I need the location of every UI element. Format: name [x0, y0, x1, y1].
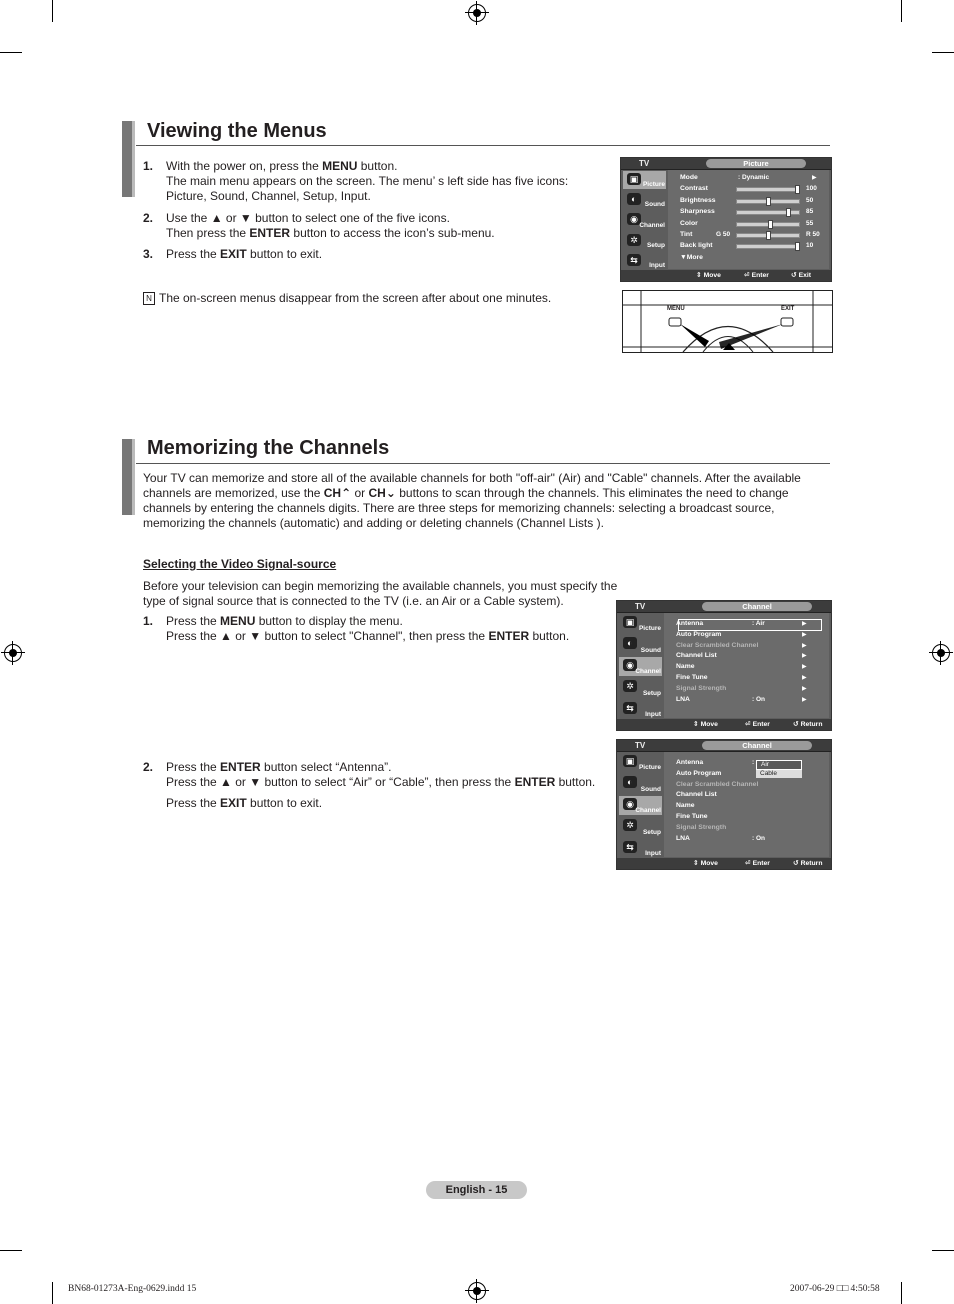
page-number: English - 15 — [426, 1181, 527, 1199]
osd-sidebar-label: Setup — [646, 241, 665, 249]
bold-keyword: ENTER — [488, 629, 530, 643]
osd-tv-label: TV — [639, 159, 650, 168]
file-slug: BN68-01273A-Eng-0629.indd 15 — [68, 1284, 197, 1294]
osd-row-contrast[interactable]: Contrast — [680, 185, 708, 193]
osd-row--more[interactable]: ▼More — [680, 253, 703, 261]
picture-icon: ▣ — [623, 616, 637, 628]
osd-exit-hint: ↺ Return — [793, 860, 823, 867]
osd-footer-bar — [617, 858, 831, 869]
osd-sidebar-label: Picture — [638, 764, 661, 772]
text-line: Use the ▲ or ▼ button to select one of the five icons. — [166, 211, 450, 225]
section-title: Viewing the Menus — [147, 120, 327, 142]
osd-row-name[interactable]: Name — [676, 802, 695, 810]
osd-menu-title: Picture — [706, 159, 806, 168]
note-icon: N — [143, 292, 155, 305]
osd-row-value: 100 — [806, 185, 817, 193]
osd-antenna-dropdown[interactable] — [756, 760, 802, 778]
text-line: The main menu appears on the screen. The menu’ s left side has five icons: — [166, 174, 569, 188]
osd-enter-hint: ⏎ Enter — [745, 860, 770, 867]
registration-mark-icon — [468, 4, 486, 22]
text-line: With the power on, press the MENU button. — [166, 159, 398, 173]
osd-sidebar-label: Setup — [642, 828, 661, 836]
osd-sidebar — [619, 613, 662, 718]
arrow-right-icon: ▶ — [802, 685, 807, 692]
text-line: Press the ▲ or ▼ button to select "Channel", then press the ENTER button. — [166, 629, 570, 643]
sound-icon: ◐ — [623, 776, 637, 788]
osd-sidebar-item-input[interactable] — [619, 839, 662, 858]
registration-mark-icon — [4, 644, 22, 662]
osd-header-bar — [617, 601, 831, 613]
input-icon: ⇆ — [623, 841, 637, 853]
osd-row-signal-strength[interactable]: Signal Strength — [676, 823, 727, 831]
bold-keyword: EXIT — [220, 796, 247, 810]
arrow-right-icon: ▶ — [812, 175, 817, 181]
menu-button-label: MENU — [667, 306, 685, 312]
arrow-right-icon: ▶ — [802, 664, 807, 671]
section-bar — [122, 439, 135, 515]
osd-row-antenna[interactable]: Antenna — [676, 759, 704, 766]
osd-sidebar-label: Input — [649, 261, 665, 269]
section-title: Memorizing the Channels — [147, 437, 390, 459]
osd-row-color[interactable]: Color — [680, 219, 698, 227]
text-line: Picture, Sound, Channel, Setup, Input. — [166, 189, 371, 203]
osd-row-mode[interactable]: Mode — [680, 174, 698, 181]
osd-row-antenna[interactable]: Antenna — [676, 620, 704, 627]
osd-sidebar-item-input[interactable] — [619, 700, 662, 719]
step-number: 1. — [143, 159, 154, 173]
sound-icon: ◐ — [627, 193, 641, 205]
osd-slider-knob[interactable] — [768, 220, 773, 229]
subheading: Selecting the Video Signal-source — [143, 557, 337, 571]
osd-row-value: 55 — [806, 219, 814, 227]
bold-keyword: ENTER — [249, 226, 291, 240]
osd-sidebar-label: Input — [645, 710, 661, 718]
osd-header-bar — [621, 158, 831, 170]
arrow-right-icon: ▶ — [802, 642, 807, 649]
osd-row-fine-tune[interactable]: Fine Tune — [676, 813, 708, 820]
osd-menu-title: Channel — [702, 602, 812, 611]
osd-panel — [668, 170, 829, 269]
step-number: 2. — [143, 211, 154, 225]
setup-icon: ✲ — [623, 680, 637, 692]
osd-row-channel-list[interactable]: Channel List — [676, 791, 717, 799]
osd-header-bar — [617, 740, 831, 752]
text-line: Then press the ENTER button to access the icon’s sub-menu. — [166, 226, 495, 240]
osd-sidebar-label: Sound — [640, 785, 661, 793]
osd-row-clear-scrambled-channel[interactable]: Clear Scrambled Channel — [676, 780, 759, 788]
osd-row-tint[interactable]: Tint — [680, 231, 693, 238]
osd-sidebar-label: Setup — [642, 689, 661, 697]
osd-row-lna[interactable]: LNA — [676, 695, 690, 703]
text-line: Press the EXIT button to exit. — [166, 796, 323, 810]
osd-sidebar-item-sound[interactable] — [623, 191, 666, 209]
osd-row-channel-list[interactable]: Channel List — [676, 652, 717, 660]
osd-row-left-value: G 50 — [716, 231, 731, 238]
osd-row-auto-program[interactable]: Auto Program — [676, 630, 722, 638]
osd-row-clear-scrambled-channel[interactable]: Clear Scrambled Channel — [676, 641, 759, 649]
text-line: memorizing the channels (automatic) and adding or deleting channels (Channel Lists ). — [143, 516, 604, 530]
bold-keyword: ENTER — [514, 775, 556, 789]
osd-exit-hint: ↺ Exit — [791, 272, 812, 279]
osd-row-back-light[interactable]: Back light — [680, 242, 713, 250]
osd-sidebar-item-channel[interactable] — [619, 796, 662, 815]
step-number: 1. — [143, 614, 154, 628]
osd-move-hint: ⇕ Move — [693, 860, 718, 867]
section-bar — [122, 121, 135, 197]
osd-sidebar-item-channel[interactable] — [623, 211, 666, 229]
osd-row-lna[interactable]: LNA — [676, 834, 690, 842]
registration-mark-icon — [932, 644, 950, 662]
osd-sidebar-item-picture[interactable] — [619, 753, 662, 772]
osd-row-fine-tune[interactable]: Fine Tune — [676, 674, 708, 681]
bold-keyword: MENU — [322, 159, 358, 173]
osd-slider-knob[interactable] — [766, 231, 771, 240]
osd-slider-track — [736, 244, 800, 249]
osd-sidebar-label: Channel — [639, 221, 665, 229]
exit-button-label: EXIT — [781, 306, 795, 312]
osd-row-name[interactable]: Name — [676, 663, 695, 671]
bold-keyword: EXIT — [220, 247, 247, 261]
osd-row-value: R 50 — [806, 231, 820, 238]
channel-icon: ◉ — [623, 659, 637, 671]
arrow-right-icon: ▶ — [802, 621, 807, 627]
osd-picture-menu — [620, 157, 832, 282]
setup-icon: ✲ — [627, 234, 641, 246]
input-icon: ⇆ — [623, 702, 637, 714]
note-text: The on-screen menus disappear from the screen after about one minutes. — [159, 291, 552, 305]
text-line: Before your television can begin memorizing the available channels, you must specify the — [143, 579, 618, 593]
arrow-right-icon: ▶ — [802, 631, 807, 638]
date-slug: 2007-06-29 □□ 4:50:58 — [790, 1284, 880, 1294]
text-line: Your TV can memorize and store all of the available channels for both "off-air" (Air) and "Cable" channels. After the available — [143, 471, 801, 485]
osd-sidebar-label: Input — [645, 849, 661, 857]
osd-sidebar-item-sound[interactable] — [619, 635, 662, 654]
arrow-right-icon: ▶ — [802, 675, 807, 681]
osd-sidebar-item-input[interactable] — [623, 252, 666, 270]
osd-selection-highlight — [678, 619, 822, 631]
osd-tv-label: TV — [635, 741, 646, 750]
osd-sidebar-label: Sound — [640, 646, 661, 654]
channel-icon: ◉ — [627, 213, 641, 225]
osd-row-brightness[interactable]: Brightness — [680, 196, 716, 204]
osd-slider-knob[interactable] — [766, 197, 771, 206]
step-number: 2. — [143, 760, 154, 774]
osd-sidebar-item-setup[interactable] — [619, 817, 662, 836]
osd-row-value: : On — [752, 834, 765, 842]
osd-row-value: 10 — [806, 242, 814, 250]
registration-mark-icon — [468, 1282, 486, 1300]
osd-sidebar — [623, 170, 666, 269]
osd-enter-hint: ⏎ Enter — [745, 721, 770, 728]
osd-sidebar-label: Channel — [635, 668, 661, 676]
osd-row-value: : Air — [752, 620, 765, 627]
osd-panel — [664, 613, 829, 718]
osd-row-auto-program[interactable]: Auto Program — [676, 769, 722, 777]
section-rule — [136, 145, 830, 146]
text-line: channels are memorized, use the CH⌃ or CH⌄ buttons to scan through the channels. This eliminates the need to change — [143, 486, 789, 500]
dropdown-option-cable[interactable]: Cable — [760, 770, 777, 777]
arrow-right-icon: ▶ — [802, 696, 807, 703]
osd-sidebar-label: Picture — [638, 625, 661, 633]
sound-icon: ◐ — [623, 637, 637, 649]
osd-row-signal-strength[interactable]: Signal Strength — [676, 684, 727, 692]
osd-footer-bar — [617, 719, 831, 730]
setup-icon: ✲ — [623, 819, 637, 831]
arrow-right-icon: ▶ — [802, 653, 807, 660]
remote-control-illustration — [622, 290, 833, 353]
osd-row-value: : On — [752, 695, 765, 703]
bold-keyword: MENU — [220, 614, 256, 628]
osd-slider-knob[interactable] — [786, 208, 791, 217]
text-line: type of signal source that is connected to the TV (i.e. an Air or a Cable system). — [143, 594, 564, 608]
bold-keyword: ENTER — [220, 760, 261, 774]
osd-footer-bar — [621, 270, 831, 281]
osd-row-value: : Dynamic — [738, 174, 770, 181]
osd-sidebar-item-picture[interactable] — [623, 171, 666, 189]
step-number: 3. — [143, 247, 154, 261]
osd-sidebar-label: Sound — [644, 201, 665, 209]
osd-sidebar-label: Channel — [635, 807, 661, 815]
osd-move-hint: ⇕ Move — [696, 272, 721, 279]
osd-sidebar-label: Picture — [642, 181, 665, 189]
osd-panel — [664, 752, 829, 857]
osd-sidebar — [619, 752, 662, 857]
osd-row-value: 50 — [806, 196, 814, 204]
channel-button-label: CH⌃ — [323, 486, 352, 500]
osd-sidebar-item-channel[interactable] — [619, 657, 662, 676]
osd-row-value: 85 — [806, 208, 814, 216]
text-line: Press the EXIT button to exit. — [166, 247, 323, 261]
osd-slider-track — [736, 187, 800, 192]
text-line: channels by entering the channels digits. There are three steps for memorizing channels: selecting a broadcast source, — [143, 501, 775, 515]
osd-channel-menu-antenna — [616, 739, 832, 870]
osd-row-value: : — [752, 759, 755, 766]
osd-menu-title: Channel — [702, 741, 812, 750]
input-icon: ⇆ — [627, 254, 641, 266]
osd-slider-knob[interactable] — [795, 242, 800, 251]
osd-row-sharpness[interactable]: Sharpness — [680, 208, 715, 216]
channel-button-label: CH⌄ — [368, 486, 396, 500]
dropdown-option-air[interactable]: Air — [756, 760, 802, 770]
picture-icon: ▣ — [623, 755, 637, 767]
osd-sidebar-item-sound[interactable] — [619, 774, 662, 793]
osd-enter-hint: ⏎ Enter — [744, 272, 769, 279]
text-line: Press the ENTER button select “Antenna”. — [166, 760, 392, 774]
osd-move-hint: ⇕ Move — [693, 721, 718, 728]
channel-icon: ◉ — [623, 798, 637, 810]
osd-tv-label: TV — [635, 602, 646, 611]
osd-sidebar-item-setup[interactable] — [623, 232, 666, 250]
picture-icon: ▣ — [627, 173, 641, 185]
text-line: Press the MENU button to display the menu. — [166, 614, 403, 628]
osd-slider-knob[interactable] — [795, 185, 800, 194]
osd-sidebar-item-picture[interactable] — [619, 614, 662, 633]
text-line: Press the ▲ or ▼ button to select “Air” or “Cable”, then press the ENTER button. — [166, 775, 596, 789]
osd-exit-hint: ↺ Return — [793, 721, 823, 728]
section-rule — [136, 463, 830, 464]
osd-channel-menu — [616, 600, 832, 731]
osd-sidebar-item-setup[interactable] — [619, 678, 662, 697]
